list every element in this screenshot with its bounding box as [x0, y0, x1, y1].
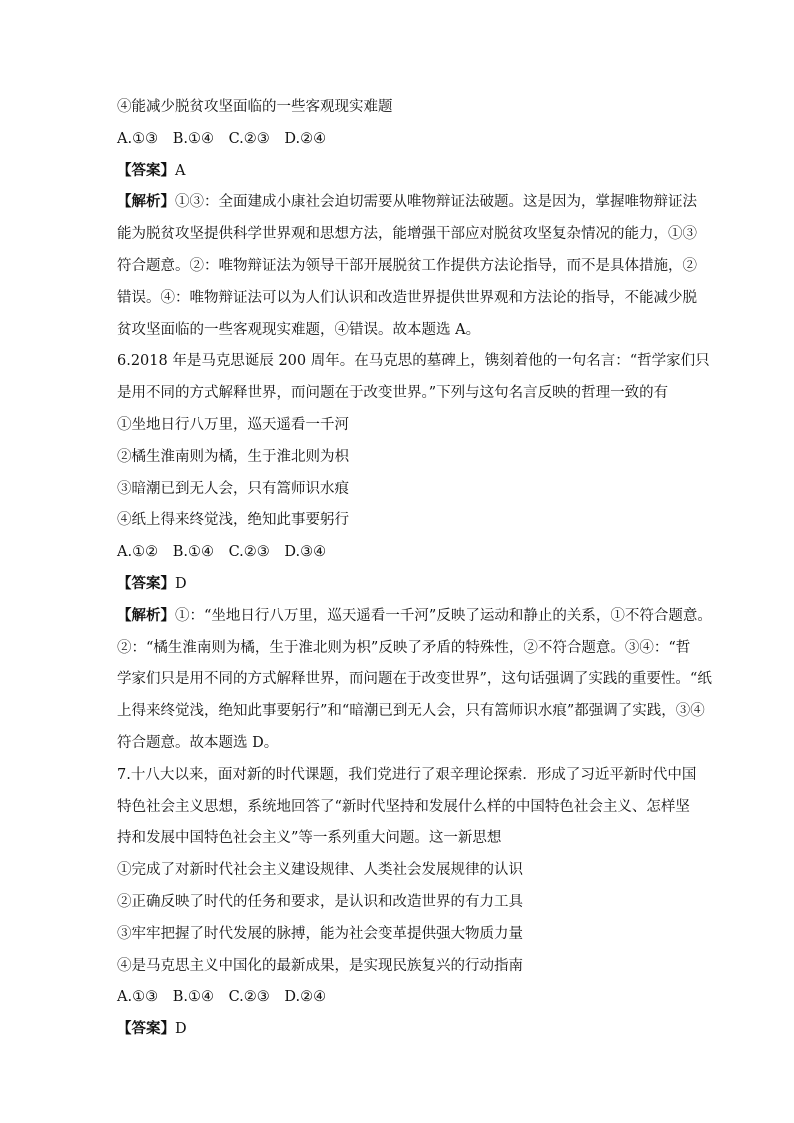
q6-stem-line-1: 6.2018 年是马克思诞辰 200 周年。在马克思的墓碑上，镌刻着他的一句名言：“哲学家们只 — [117, 353, 710, 370]
q7-answer — [117, 1020, 682, 1038]
answer-value: D — [175, 575, 187, 592]
q5-analysis-line-2: 能为脱贫攻坚提供科学世界观和思想方法，能增强干部应对脱贫攻坚复杂情况的能力，①③ — [117, 226, 697, 243]
choice-b: B.①④ — [172, 130, 214, 147]
choice-d: D.②④ — [284, 989, 327, 1006]
analysis-label: 【解析】 — [117, 606, 175, 624]
q6-analysis-line-4: 上得来终觉浅，绝知此事要躬行”和“暗潮已到无人会，只有篙师识水痕”都强调了实践，③④ — [117, 703, 705, 720]
choice-c: C.②③ — [228, 544, 270, 561]
choice-a: A.①③ — [117, 130, 159, 147]
q6-answer — [117, 575, 682, 593]
q6-stem-line-2: 是用不同的方式解释世界，而问题在于改变世界。”下列与这句名言反映的哲理一致的有 — [117, 385, 669, 402]
q5-option-4: ④能减少脱贫攻坚面临的一些客观现实难题 — [117, 99, 393, 115]
q6-option-3: ③暗潮已到无人会，只有篙师识水痕 — [117, 480, 349, 497]
q7-option-4: ④是马克思主义中国化的最新成果，是实现民族复兴的行动指南 — [117, 957, 523, 974]
document-page — [117, 98, 712, 1052]
q6-choices — [117, 543, 682, 561]
analysis-label: 【解析】 — [117, 193, 175, 211]
q6-option-2: ②橘生淮南则为橘，生于淮北则为枳 — [117, 448, 349, 465]
q7-choices — [117, 988, 682, 1006]
q7-option-1: ①完成了对新时代社会主义建设规律、人类社会发展规律的认识 — [117, 862, 523, 879]
q7-stem-line-1: 7.十八大以来，面对新的时代课题，我们党进行了艰辛理论探索．形成了习近平新时代中国 — [117, 766, 697, 783]
q7-option-3: ③牢牢把握了时代发展的脉搏，能为社会变革提供强大物质力量 — [117, 925, 523, 942]
q5-answer — [117, 162, 682, 180]
q5-choices — [117, 130, 682, 148]
q6-analysis-line-2: ②：“橘生淮南则为橘，生于淮北则为枳”反映了矛盾的特殊性，②不符合题意。③④：“哲 — [117, 639, 691, 656]
q5-analysis-line-1: 【解析】①③：全面建成小康社会迫切需要从唯物辩证法破题。这是因为，掌握唯物辩证法 — [117, 193, 697, 211]
q6-analysis-line-3: 学家们只是用不同的方式解释世界，而问题在于改变世界”，这句话强调了实践的重要性。“纸 — [117, 671, 712, 688]
choice-c: C.②③ — [228, 130, 270, 147]
q7-stem-line-3: 持和发展中国特色社会主义”等一系列重大问题。这一新思想 — [117, 830, 502, 847]
q7-stem-line-2: 特色社会主义思想，系统地回答了“新时代坚持和发展什么样的中国特色社会主义、怎样坚 — [117, 798, 690, 815]
answer-label: 【答案】 — [117, 161, 175, 179]
q5-analysis-line-5: 贫攻坚面临的一些客观现实难题，④错误。故本题选 A。 — [117, 321, 481, 338]
choice-b: B.①④ — [172, 989, 214, 1006]
choice-d: D.②④ — [284, 130, 327, 147]
choice-c: C.②③ — [228, 989, 270, 1006]
q6-option-4: ④纸上得来终觉浅，绝知此事要躬行 — [117, 512, 349, 529]
q5-analysis-line-3: 符合题意。②：唯物辩证法为领导干部开展脱贫工作提供方法论指导，而不是具体措施，② — [117, 257, 697, 274]
choice-a: A.①③ — [117, 989, 159, 1006]
q7-option-2: ②正确反映了时代的任务和要求，是认识和改造世界的有力工具 — [117, 893, 523, 910]
answer-value: D — [175, 1021, 187, 1038]
q5-analysis-line-4: 错误。④：唯物辩证法可以为人们认识和改造世界提供世界观和方法论的指导，不能减少脱 — [117, 289, 697, 306]
q6-analysis-line-1: 【解析】①：“坐地日行八万里，巡天遥看一千河”反映了运动和静止的关系，①不符合题意。 — [117, 606, 712, 624]
choice-a: A.①② — [117, 544, 159, 561]
answer-label: 【答案】 — [117, 574, 175, 592]
answer-value: A — [175, 162, 186, 179]
choice-b: B.①④ — [172, 544, 214, 561]
q6-option-1: ①坐地日行八万里，巡天遥看一千河 — [117, 416, 349, 433]
q6-analysis-line-5: 符合题意。故本题选 D。 — [117, 734, 279, 751]
choice-d: D.③④ — [284, 544, 327, 561]
answer-label: 【答案】 — [117, 1020, 175, 1038]
